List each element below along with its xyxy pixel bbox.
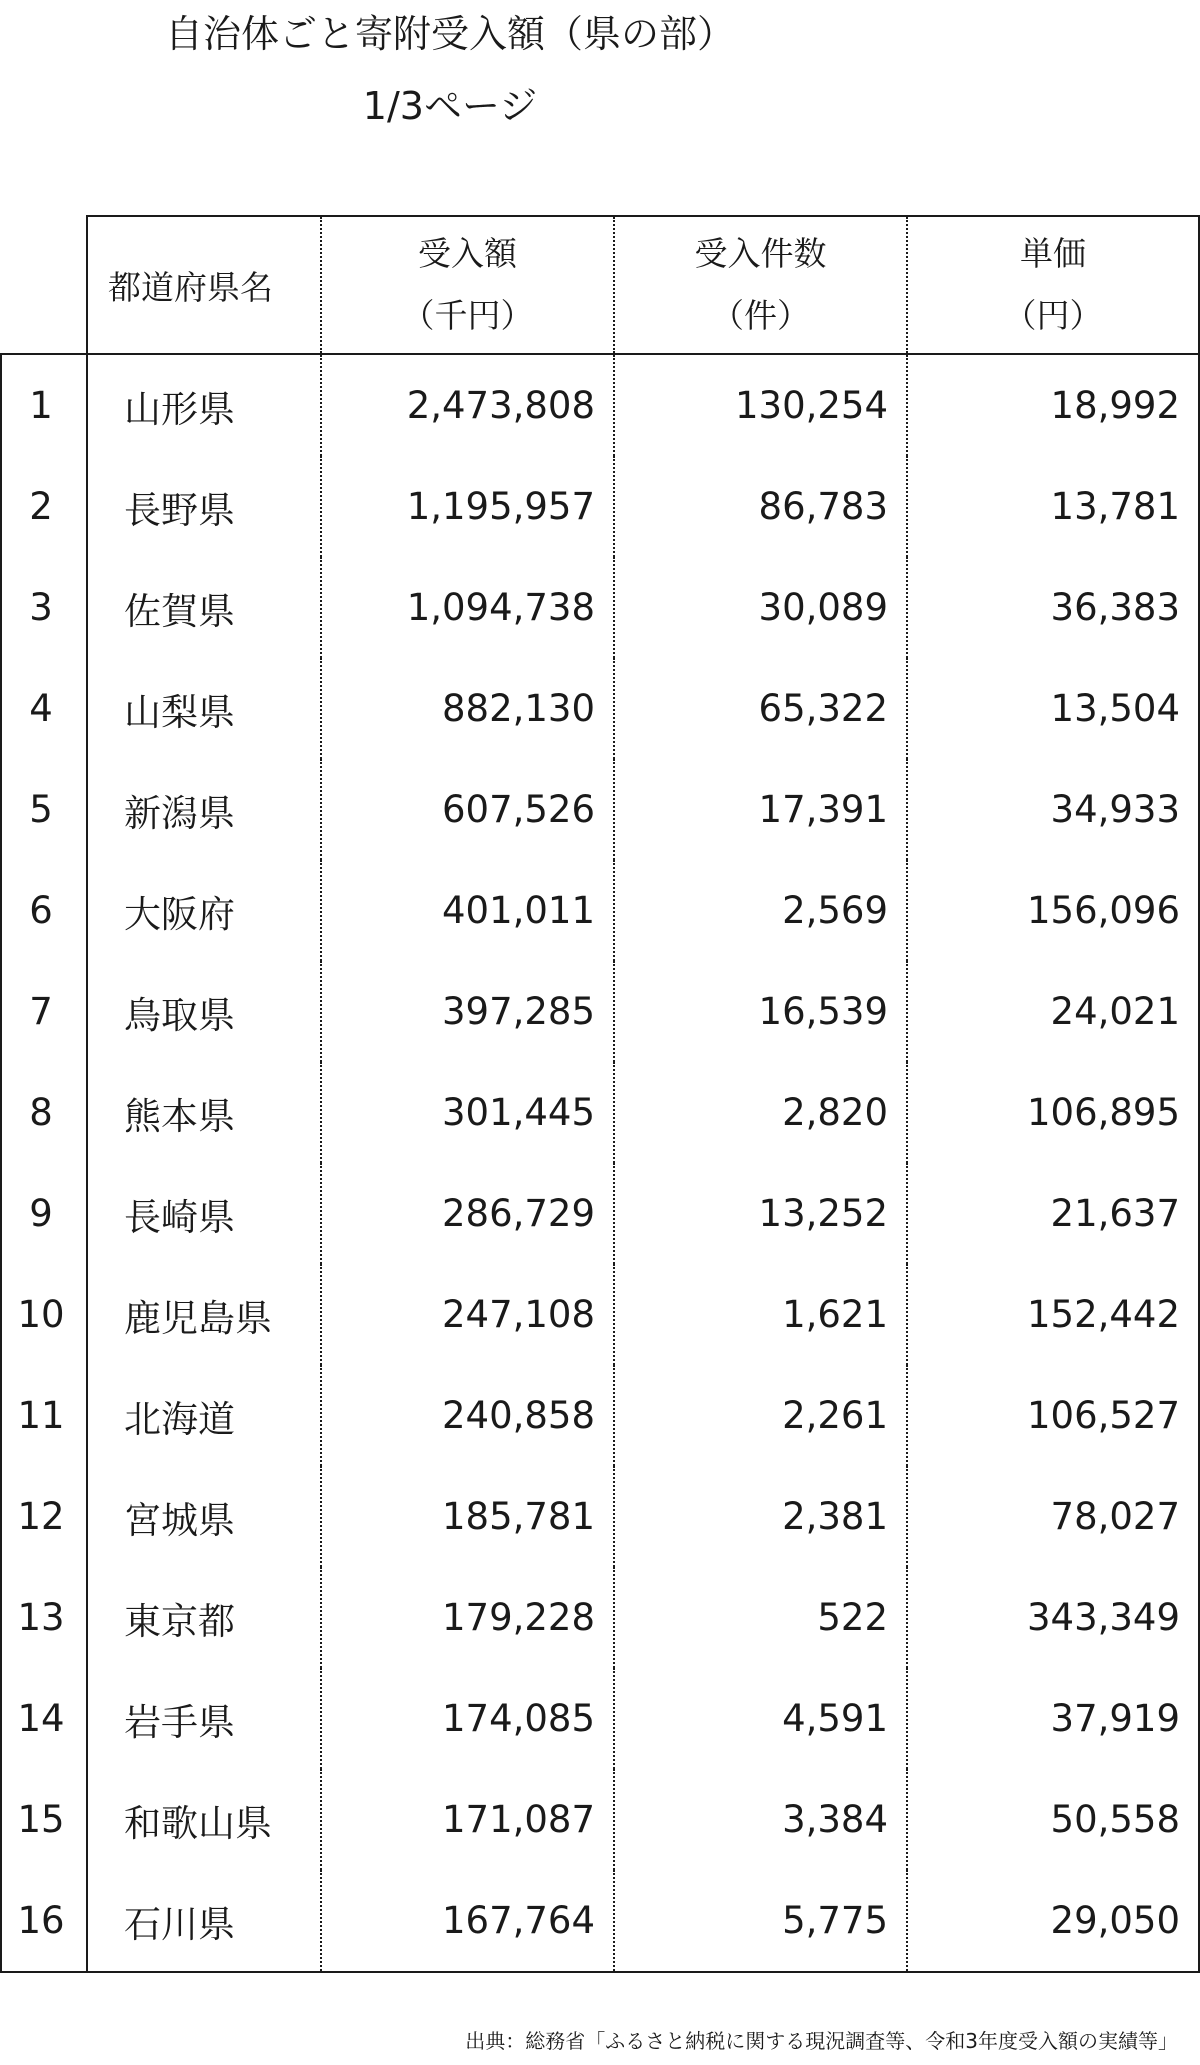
count-cell: 65,322	[614, 658, 907, 759]
unit-price-cell: 50,558	[907, 1769, 1199, 1870]
prefecture-cell: 熊本県	[87, 1062, 321, 1163]
rank-cell: 2	[1, 456, 87, 557]
page-title: 自治体ごと寄附受入額（県の部）	[164, 12, 735, 56]
unit-price-cell: 152,442	[907, 1264, 1199, 1365]
rank-cell: 4	[1, 658, 87, 759]
table-row	[1, 961, 1199, 1062]
unit-price-cell: 18,992	[907, 354, 1199, 456]
unit-price-cell: 37,919	[907, 1668, 1199, 1769]
amount-cell: 240,858	[321, 1365, 614, 1466]
rank-cell: 12	[1, 1466, 87, 1567]
rank-cell: 8	[1, 1062, 87, 1163]
table-body	[1, 354, 1199, 1972]
rank-cell: 6	[1, 860, 87, 961]
count-cell: 5,775	[614, 1870, 907, 1972]
table-row	[1, 1567, 1199, 1668]
table-row	[1, 557, 1199, 658]
unit-price-cell: 24,021	[907, 961, 1199, 1062]
rank-cell: 15	[1, 1769, 87, 1870]
prefecture-cell: 石川県	[87, 1870, 321, 1972]
amount-cell: 171,087	[321, 1769, 614, 1870]
unit-price-cell: 343,349	[907, 1567, 1199, 1668]
count-cell: 522	[614, 1567, 907, 1668]
table-row	[1, 354, 1199, 456]
table-row	[1, 456, 1199, 557]
rank-cell: 13	[1, 1567, 87, 1668]
prefecture-cell: 鳥取県	[87, 961, 321, 1062]
prefecture-cell: 鹿児島県	[87, 1264, 321, 1365]
count-cell: 16,539	[614, 961, 907, 1062]
amount-cell: 174,085	[321, 1668, 614, 1769]
unit-price-cell: 106,895	[907, 1062, 1199, 1163]
header-unit-price	[907, 216, 1199, 354]
count-cell: 2,261	[614, 1365, 907, 1466]
amount-cell: 882,130	[321, 658, 614, 759]
unit-price-cell: 21,637	[907, 1163, 1199, 1264]
header-prefecture: 都道府県名	[87, 216, 321, 354]
count-cell: 2,381	[614, 1466, 907, 1567]
rank-cell: 11	[1, 1365, 87, 1466]
table-header	[1, 216, 1199, 354]
prefecture-cell: 東京都	[87, 1567, 321, 1668]
prefecture-cell: 新潟県	[87, 759, 321, 860]
table-row	[1, 1163, 1199, 1264]
header-count	[614, 216, 907, 354]
header-rank-blank	[1, 216, 87, 354]
count-cell: 2,569	[614, 860, 907, 961]
rank-cell: 7	[1, 961, 87, 1062]
page-indicator: 1/3ページ	[362, 84, 538, 128]
count-cell: 1,621	[614, 1264, 907, 1365]
amount-cell: 607,526	[321, 759, 614, 860]
table-row	[1, 1668, 1199, 1769]
unit-price-cell: 36,383	[907, 557, 1199, 658]
unit-price-cell: 78,027	[907, 1466, 1199, 1567]
unit-price-cell: 34,933	[907, 759, 1199, 860]
table-header-row	[1, 216, 1199, 354]
prefecture-cell: 大阪府	[87, 860, 321, 961]
prefecture-cell: 北海道	[87, 1365, 321, 1466]
rank-cell: 3	[1, 557, 87, 658]
unit-price-cell: 13,781	[907, 456, 1199, 557]
prefecture-cell: 山形県	[87, 354, 321, 456]
count-cell: 130,254	[614, 354, 907, 456]
amount-cell: 301,445	[321, 1062, 614, 1163]
count-cell: 4,591	[614, 1668, 907, 1769]
amount-cell: 1,094,738	[321, 557, 614, 658]
unit-price-cell: 106,527	[907, 1365, 1199, 1466]
count-cell: 3,384	[614, 1769, 907, 1870]
amount-cell: 1,195,957	[321, 456, 614, 557]
header-amount	[321, 216, 614, 354]
header-count-unit: （件）	[711, 296, 810, 335]
table-row	[1, 1365, 1199, 1466]
table-row	[1, 1466, 1199, 1567]
count-cell: 17,391	[614, 759, 907, 860]
amount-cell: 185,781	[321, 1466, 614, 1567]
rank-cell: 5	[1, 759, 87, 860]
unit-price-cell: 156,096	[907, 860, 1199, 961]
rank-cell: 1	[1, 354, 87, 456]
amount-cell: 2,473,808	[321, 354, 614, 456]
source-note: 出典：総務省「ふるさと納税に関する現況調査等、令和3年度受入額の実績等」	[465, 2029, 1178, 2053]
prefecture-cell: 岩手県	[87, 1668, 321, 1769]
count-cell: 2,820	[614, 1062, 907, 1163]
amount-cell: 247,108	[321, 1264, 614, 1365]
count-cell: 86,783	[614, 456, 907, 557]
table-row	[1, 860, 1199, 961]
prefecture-cell: 佐賀県	[87, 557, 321, 658]
count-cell: 13,252	[614, 1163, 907, 1264]
amount-cell: 286,729	[321, 1163, 614, 1264]
rank-cell: 14	[1, 1668, 87, 1769]
prefecture-cell: 宮城県	[87, 1466, 321, 1567]
rank-cell: 9	[1, 1163, 87, 1264]
unit-price-cell: 29,050	[907, 1870, 1199, 1972]
header-unit-price-label: 単価	[1020, 234, 1086, 273]
header-count-label: 受入件数	[694, 234, 827, 273]
table-row	[1, 1264, 1199, 1365]
donation-ranking-table	[0, 215, 1200, 1973]
prefecture-cell: 長崎県	[87, 1163, 321, 1264]
prefecture-cell: 長野県	[87, 456, 321, 557]
rank-cell: 10	[1, 1264, 87, 1365]
table-row	[1, 1870, 1199, 1972]
header-amount-label: 受入額	[418, 234, 517, 273]
header-amount-unit: （千円）	[401, 296, 534, 335]
table-row	[1, 658, 1199, 759]
table-row	[1, 1769, 1199, 1870]
amount-cell: 401,011	[321, 860, 614, 961]
table-row	[1, 759, 1199, 860]
prefecture-cell: 和歌山県	[87, 1769, 321, 1870]
rank-cell: 16	[1, 1870, 87, 1972]
amount-cell: 179,228	[321, 1567, 614, 1668]
prefecture-cell: 山梨県	[87, 658, 321, 759]
table-row	[1, 1062, 1199, 1163]
amount-cell: 167,764	[321, 1870, 614, 1972]
header-unit-price-unit: （円）	[1003, 296, 1103, 335]
unit-price-cell: 13,504	[907, 658, 1199, 759]
count-cell: 30,089	[614, 557, 907, 658]
amount-cell: 397,285	[321, 961, 614, 1062]
